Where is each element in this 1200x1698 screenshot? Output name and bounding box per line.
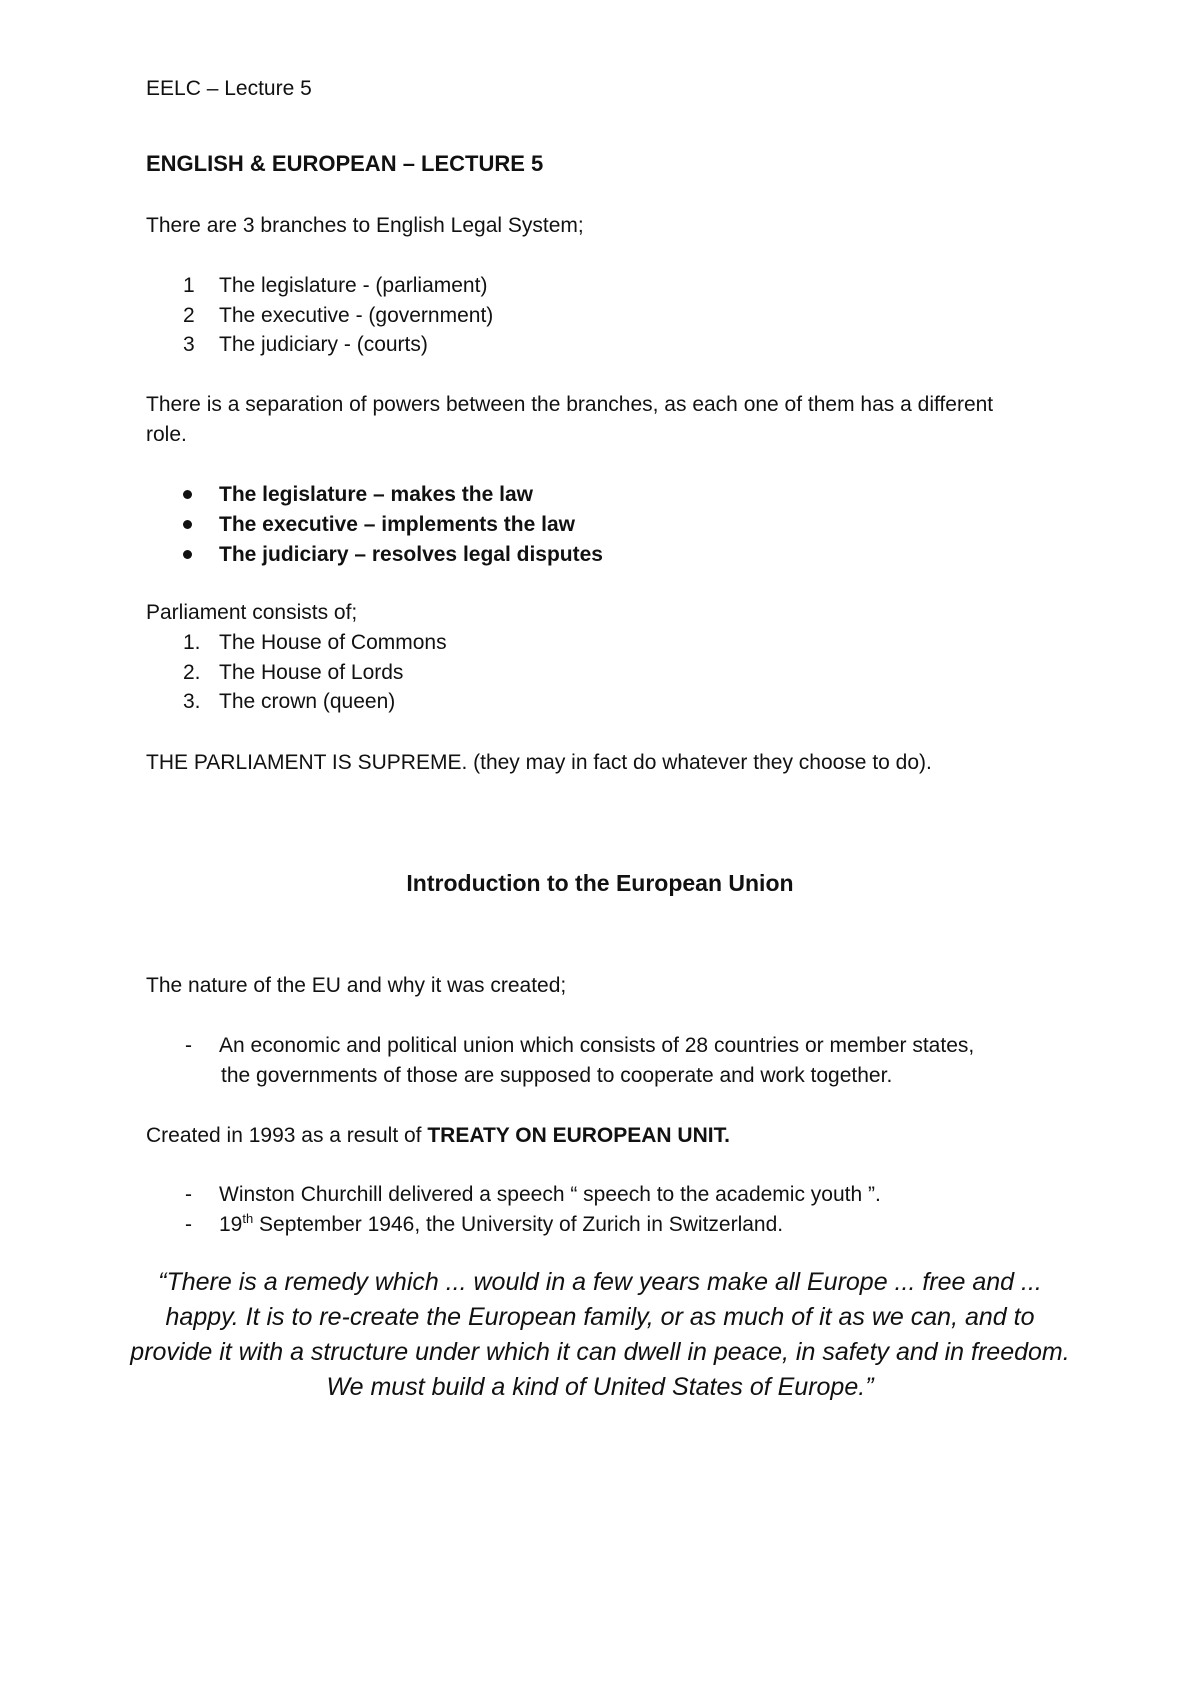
list-number: 3. [183, 690, 201, 713]
treaty-name: TREATY ON EUROPEAN UNIT. [427, 1124, 730, 1147]
running-header: EELC – Lecture 5 [146, 77, 312, 100]
churchill-speech: Winston Churchill delivered a speech “ speech to the academic youth ”. [219, 1183, 881, 1206]
created-statement [146, 1121, 730, 1151]
eu-nature-intro: The nature of the EU and why it was created; [146, 974, 567, 997]
churchill-date [219, 1210, 783, 1240]
list-number: 1 [183, 274, 195, 297]
bullet-icon [183, 490, 192, 499]
bullet-icon [183, 520, 192, 529]
section-heading: Introduction to the European Union [406, 870, 794, 896]
date-day: 19 [219, 1213, 243, 1236]
list-item-text: The legislature - (parliament) [219, 274, 488, 297]
bullet-icon [183, 550, 192, 559]
list-item-text: The crown (queen) [219, 690, 396, 713]
supreme-statement: THE PARLIAMENT IS SUPREME. (they may in fact do whatever they choose to do). [146, 751, 932, 774]
date-rest: September 1946, the University of Zurich in Switzerland. [253, 1213, 784, 1236]
created-prefix: Created in 1993 as a result of [146, 1124, 428, 1147]
parliament-intro: Parliament consists of; [146, 601, 358, 624]
list-number: 3 [183, 333, 195, 356]
list-item-text: The judiciary – resolves legal disputes [219, 543, 603, 566]
dash-marker: - [185, 1034, 192, 1057]
list-number: 1. [183, 631, 201, 654]
list-item-text: The House of Commons [219, 631, 447, 654]
dash-marker: - [185, 1213, 192, 1236]
list-number: 2 [183, 304, 195, 327]
page-title: ENGLISH & EUROPEAN – LECTURE 5 [146, 151, 544, 176]
branches-intro: There are 3 branches to English Legal System; [146, 214, 584, 237]
list-number: 2. [183, 661, 201, 684]
list-item-text: The executive – implements the law [219, 513, 575, 536]
list-item-text: The House of Lords [219, 661, 404, 684]
list-item-text: The legislature – makes the law [219, 483, 533, 506]
separation-line-2: role. [146, 423, 187, 446]
eu-union-line-1: An economic and political union which consists of 28 countries or member states, [219, 1034, 975, 1057]
dash-marker: - [185, 1183, 192, 1206]
date-suffix: th [242, 1211, 254, 1226]
list-item-text: The executive - (government) [219, 304, 494, 327]
list-item-text: The judiciary - (courts) [219, 333, 428, 356]
churchill-quote: “There is a remedy which ... would in a few years make all Europe ... free and ... happy. It is to re-create the European family, or as much of it as we can, and to provide it with a structure under which it can dwell in peace, in safety and in freedom. We must build a kind of United States of Europe.” [130, 1268, 1070, 1401]
separation-line-1: There is a separation of powers between the branches, as each one of them has a different [146, 393, 994, 416]
eu-union-line-2: the governments of those are supposed to cooperate and work together. [221, 1064, 893, 1087]
